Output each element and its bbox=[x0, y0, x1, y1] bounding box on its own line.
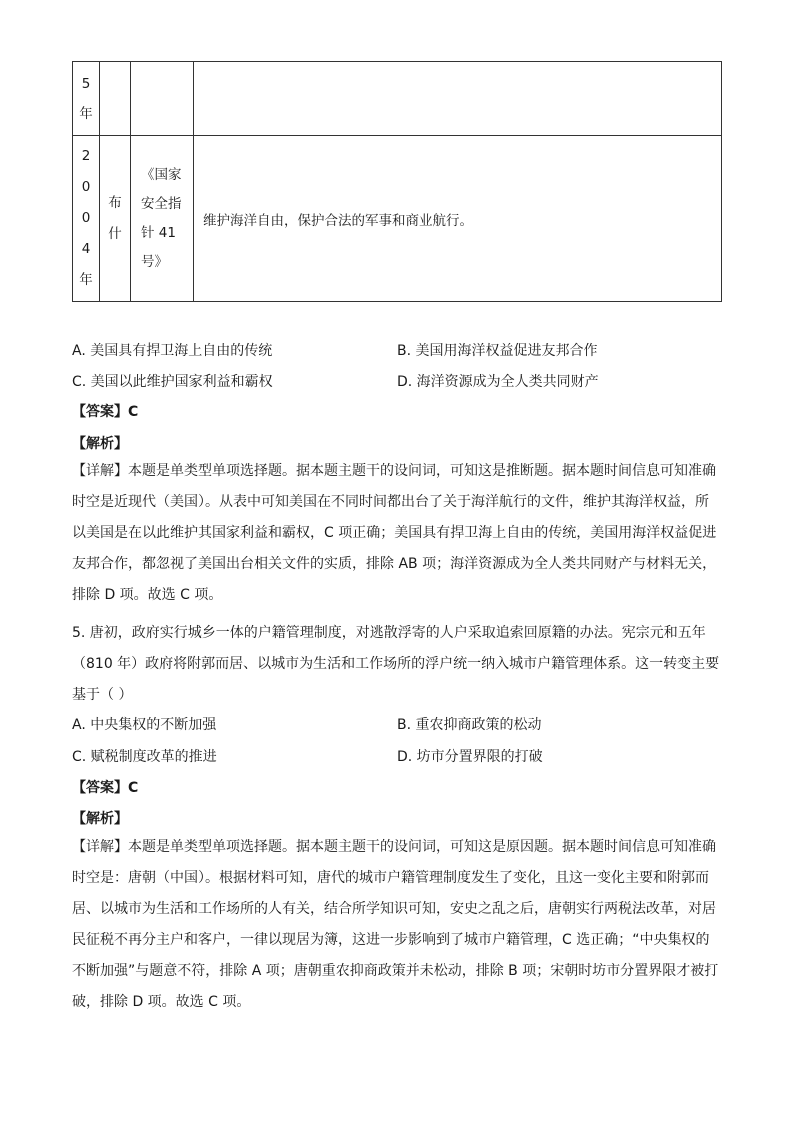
q4-option-d: D. 海洋资源成为全人类共同财产 bbox=[397, 374, 599, 390]
q5-option-c: C. 赋税制度改革的推进 bbox=[72, 749, 217, 765]
content-text: 维护海洋自由，保护合法的军事和商业航行。 bbox=[203, 212, 473, 229]
detail-line: 时空是近现代（美国）。从表中可知美国在不同时间都出台了关于海洋航行的文件，维护其海洋权益，所 bbox=[72, 494, 709, 510]
detail-line: 不断加强”与题意不符，排除 A 项；唐朝重农抑商政策并未松动，排除 B 项；宋朝时坊市分置界限才被打 bbox=[72, 963, 719, 979]
detail-line: 破，排除 D 项。故选 C 项。 bbox=[72, 994, 251, 1010]
year-cell bbox=[73, 136, 100, 302]
table-row bbox=[73, 136, 722, 302]
q4-detail bbox=[72, 456, 732, 611]
detail-line: 【详解】本题是单类型单项选择题。据本题主题干的设问词，可知这是原因题。据本题时间信息可知准确 bbox=[72, 839, 716, 855]
year-char: 年 bbox=[79, 106, 93, 122]
detail-line: 时空是：唐朝（中国）。根据材料可知，唐代的城市户籍管理制度发生了变化，且这一变化主要和附郭而 bbox=[72, 870, 709, 886]
president-char: 什 bbox=[108, 225, 122, 242]
content-cell bbox=[194, 62, 722, 136]
year-char: 4 bbox=[81, 241, 91, 257]
q4-option-b: B. 美国用海洋权益促进友邦合作 bbox=[397, 343, 598, 359]
year-char: 0 bbox=[81, 210, 91, 226]
content-cell bbox=[194, 136, 722, 302]
stem-line: 基于（ ） bbox=[72, 687, 133, 703]
detail-line: 排除 D 项。故选 C 项。 bbox=[72, 587, 223, 603]
president-char: 布 bbox=[108, 194, 122, 211]
detail-line: 【详解】本题是单类型单项选择题。据本题主题干的设问词，可知这是推断题。据本题时间信息可知准确 bbox=[72, 463, 716, 479]
q4-analysis-label: 【解析】 bbox=[72, 436, 128, 452]
q5-analysis-label: 【解析】 bbox=[72, 811, 128, 827]
document-line: 号》 bbox=[141, 253, 168, 270]
detail-line: 以美国是在以此维护其国家利益和霸权，C 项正确；美国具有捍卫海上自由的传统，美国用海洋权益促进 bbox=[72, 525, 717, 541]
stem-line: （810 年）政府将附郭而居、以城市为生活和工作场所的浮户统一纳入城市户籍管理体系。这一转变主要 bbox=[72, 656, 720, 672]
q5-option-b: B. 重农抑商政策的松动 bbox=[397, 717, 542, 733]
year-cell bbox=[73, 62, 100, 136]
year-char: 0 bbox=[81, 179, 91, 195]
q5-option-d: D. 坊市分置界限的打破 bbox=[397, 749, 543, 765]
q5-stem bbox=[72, 618, 732, 711]
detail-line: 民征税不再分主户和客户，一律以现居为簿，这进一步影响到了城市户籍管理，C 选正确；“中央集权的 bbox=[72, 932, 710, 948]
policy-table bbox=[72, 61, 722, 302]
table-row bbox=[73, 62, 722, 136]
document-cell bbox=[131, 62, 194, 136]
year-char: 5 bbox=[81, 76, 91, 92]
detail-line: 居、以城市为生活和工作场所的人有关，结合所学知识可知，安史之乱之后，唐朝实行两税法改革，对居 bbox=[72, 901, 716, 917]
year-char: 2 bbox=[81, 148, 91, 164]
q5-option-a: A. 中央集权的不断加强 bbox=[72, 717, 217, 733]
document-line: 针 41 bbox=[141, 224, 176, 241]
q5-answer: 【答案】C bbox=[72, 780, 139, 796]
q4-option-a: A. 美国具有捍卫海上自由的传统 bbox=[72, 343, 273, 359]
president-cell bbox=[100, 136, 131, 302]
q5-detail bbox=[72, 832, 732, 1018]
document-line: 《国家 bbox=[141, 166, 182, 183]
president-cell bbox=[100, 62, 131, 136]
stem-line: 5. 唐初，政府实行城乡一体的户籍管理制度，对逃散浮寄的人户采取追索回原籍的办法。宪宗元和五年 bbox=[72, 625, 706, 641]
detail-line: 友邦合作，都忽视了美国出台相关文件的实质，排除 AB 项；海洋资源成为全人类共同财产与材料无关， bbox=[72, 556, 717, 572]
year-char: 年 bbox=[79, 272, 93, 288]
document-line: 安全指 bbox=[141, 195, 182, 212]
q4-option-c: C. 美国以此维护国家利益和霸权 bbox=[72, 374, 273, 390]
document-cell bbox=[131, 136, 194, 302]
q4-answer: 【答案】C bbox=[72, 404, 139, 420]
